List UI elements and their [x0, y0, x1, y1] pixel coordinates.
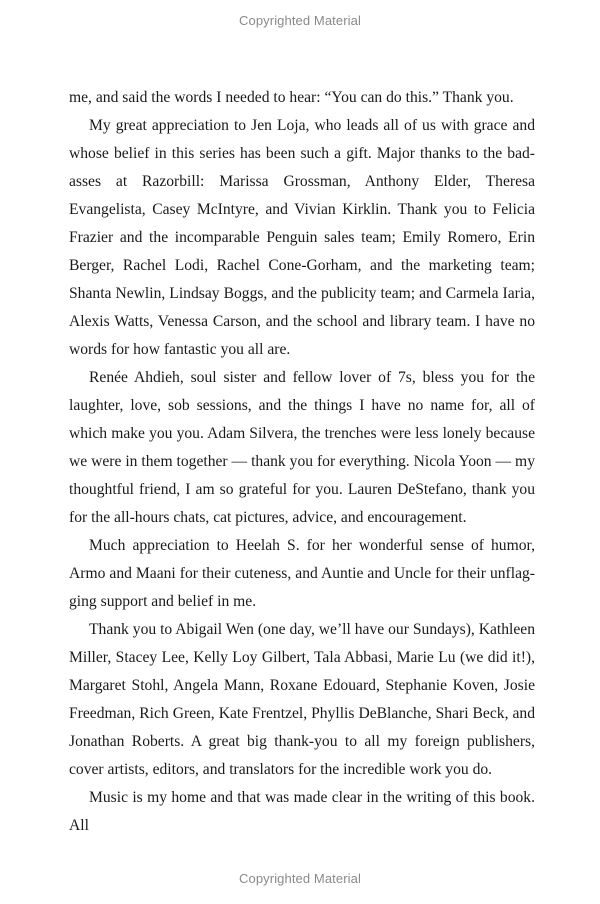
acknowledgments-text — [69, 84, 535, 840]
copyright-watermark-bottom: Copyrighted Material — [239, 871, 361, 886]
paragraph-author-friends: Renée Ahdieh, soul sister and fellow lover of 7s, bless you for the laughter, love, sob sessions, and the things I have no name for, all of which make you you. Adam Silvera, the trenches were less lonely because we were in them together — thank you for everything. Nicola Yoon — my thoughtful friend, I am so grateful for you. Lauren DeStefano, thank you for the all-hours chats, cat pictures, advice, and encouragement. — [69, 369, 535, 526]
paragraph-thank-you-list: Thank you to Abigail Wen (one day, we’ll have our Sundays), Kathleen Miller, Stacey Lee, Kelly Loy Gilbert, Tala Abbasi, Marie Lu (we did it!), Margaret Stohl, Angela Mann, Roxane Edouard, Stephanie Koven, Josie Freedman, Rich Green, Kate Frentzel, Phyllis DeBlanche, Shari Beck, and Jonathan Roberts. A great big thank-you to all my foreign publishers, cover artists, editors, and translators for the incredible work you do. — [69, 621, 535, 778]
paragraph-music: Music is my home and that was made clear in the writing of this book. All — [69, 789, 535, 834]
paragraph-family: Much appreciation to Heelah S. for her wonderful sense of humor, Armo and Maani for their cuteness, and Auntie and Uncle for their unflagging support and belief in me. — [69, 537, 535, 610]
copyright-watermark-top: Copyrighted Material — [239, 13, 361, 28]
paragraph-continuation: me, and said the words I needed to hear: “You can do this.” Thank you. — [69, 89, 514, 106]
paragraph-publishing-team: My great appreciation to Jen Loja, who leads all of us with grace and whose belief in this series has been such a gift. Major thanks to the badasses at Razorbill: Marissa Grossman, Anthony Elder, Theresa Evangelista, Casey McIntyre, and Vivian Kirklin. Thank you to Felicia Frazier and the incomparable Penguin sales team; Emily Romero, Erin Berger, Rachel Lodi, Rachel Cone-Gorham, and the marketing team; Shanta Newlin, Lindsay Boggs, and the publicity team; and Carmela Iaria, Alexis Watts, Venessa Carson, and the school and library team. I have no words for how fantastic you all are. — [69, 117, 535, 358]
